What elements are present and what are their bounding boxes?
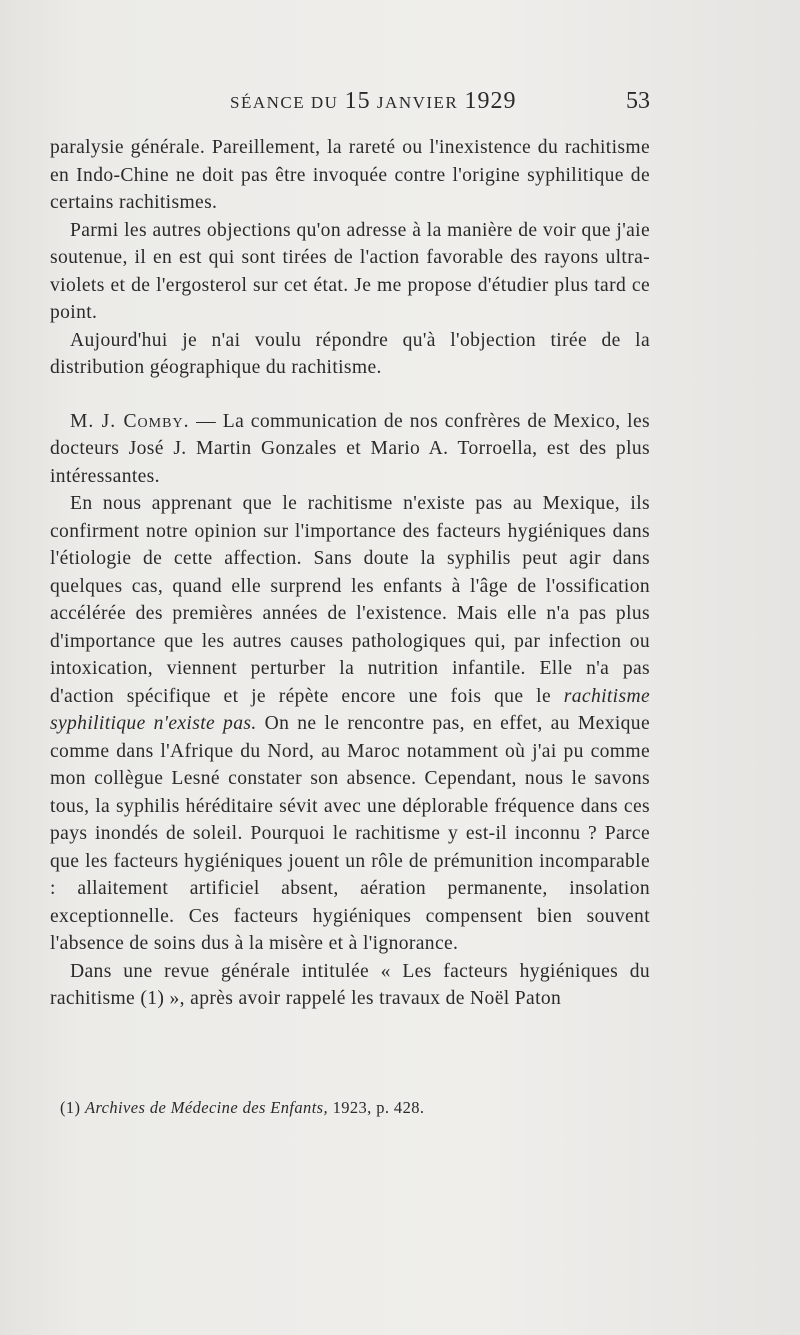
paragraph-revue: Dans une revue générale intitulée « Les facteurs hygiéniques du rachitisme (1) », après avoir rappelé les travaux de Noël Paton <box>50 960 650 1009</box>
seance-year: 1929 <box>464 88 517 114</box>
emphasis-rachitisme: rachitisme syphilitique n'existe pas. <box>50 685 650 734</box>
footnote-marker: (1) <box>60 1098 81 1117</box>
comby-remark: — La communication de nos confrères de Mexico, les docteurs José J. Martin Gonzales et Mario A. Torroella, est des plus intéressantes. <box>50 410 650 487</box>
footnote-details: 1923, p. 428. <box>328 1098 425 1117</box>
mexique-text-a: En nous apprenant que le rachitisme n'existe pas au Mexique, ils confirment notre opinion sur l'importance des facteurs hygiéniques dans l'étiologie de cette affection. Sans doute la syphilis peut agir dans quelques cas, quand elle surprend les enfants à l'âge de l'ossification accélérée des premières années de l'existence. Mais elle n'a pas plus d'importance que les autres causes pathologiques qui, par infection ou intoxication, viennent perturber la nutrition infantile. Elle n'a pas d'action spécifique et je répète encore une fois que le <box>50 493 650 707</box>
seance-month: JANVIER <box>376 93 459 112</box>
page-number: 53 <box>626 88 650 114</box>
paragraph-continuation: paralysie générale. Pareillement, la rareté ou l'inexistence du rachitisme en Indo-Chine ne doit pas être invoquée contre l'origine syphilitique de certains rachitismes. <box>50 137 650 213</box>
speaker-name: M. J. Comby. <box>70 410 190 432</box>
body-text <box>50 134 650 1013</box>
paragraph-objections: Parmi les autres objections qu'on adresse à la manière de voir que j'aie soutenue, il en est qui sont tirées de l'action favorable des rayons ultra-violets et de l'ergosterol sur cet état. Je me propose d'étudier plus tard ce point. <box>50 219 650 323</box>
seance-label: SÉANCE DU <box>230 93 339 112</box>
running-head-title <box>230 88 517 115</box>
running-head <box>50 88 650 128</box>
seance-day: 15 <box>344 88 371 114</box>
paragraph-today: Aujourd'hui je n'ai voulu répondre qu'à l'objection tirée de la distribution géographique du rachitisme. <box>50 329 650 378</box>
footnote-source: Archives de Médecine des Enfants, <box>84 1098 329 1117</box>
paragraph-mexique <box>50 490 650 958</box>
paragraph-comby <box>50 408 650 491</box>
mexique-text-b: On ne le rencontre pas, en effet, au Mexique comme dans l'Afrique du Nord, au Maroc notamment où j'ai pu comme mon collègue Lesné constater son absence. Cependant, nous le savons tous, la syphilis héréditaire sévit avec une déplorable fréquence dans ces pays inondés de soleil. Pourquoi le rachitisme y est-il inconnu ? Parce que les facteurs hygiéniques jouent un rôle de prémunition incomparable : allaitement artificiel absent, aération permanente, insolation exceptionnelle. Ces facteurs hygiéniques compensent bien souvent l'absence de soins dus à la misère et à l'ignorance. <box>50 713 650 954</box>
footnote <box>60 1098 660 1118</box>
